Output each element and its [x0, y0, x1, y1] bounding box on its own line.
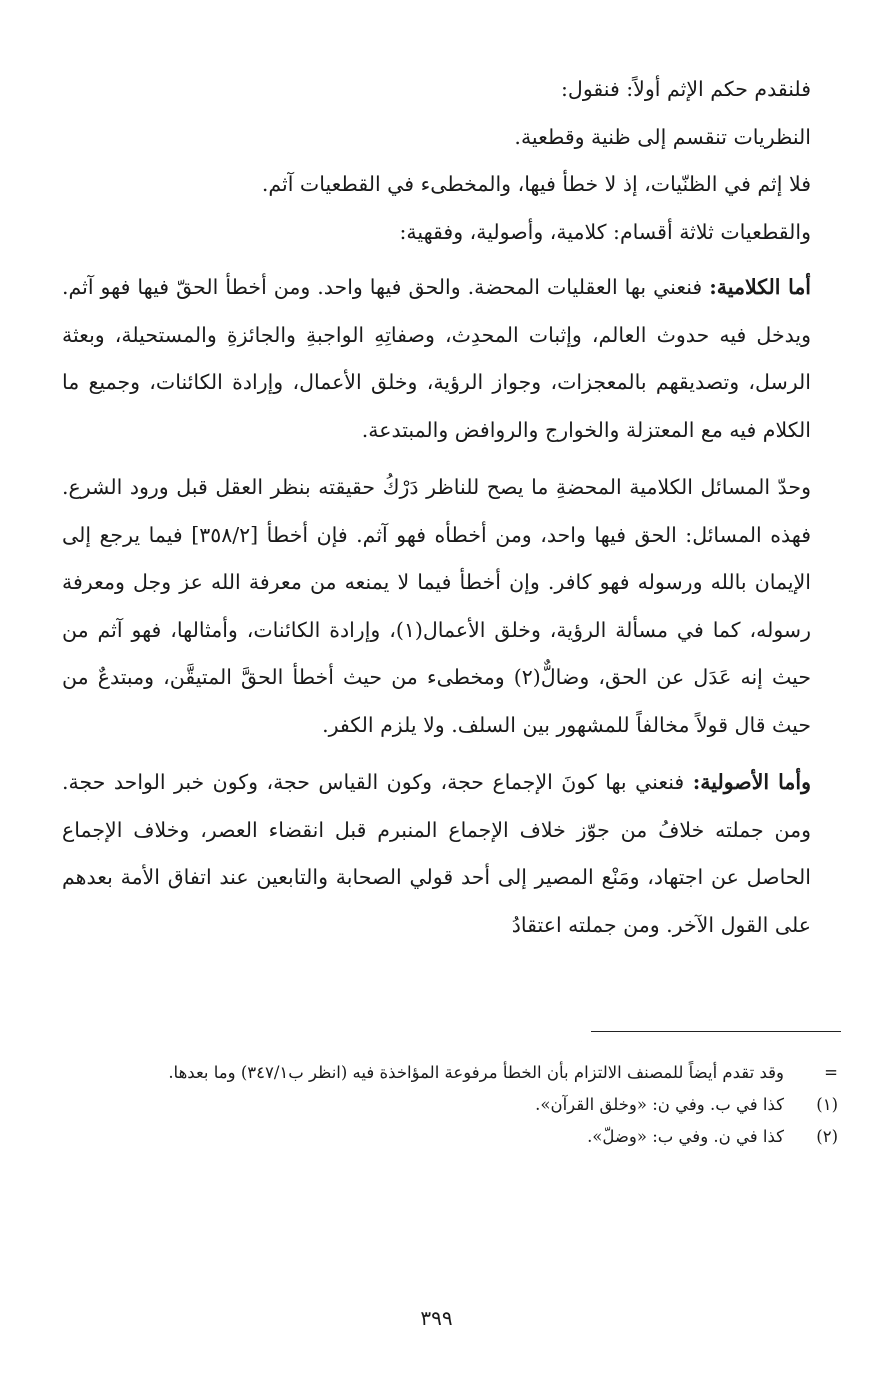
definition-text: وحدّ المسائل الكلامية المحضةِ ما يصح للناظر دَرْكُ حقيقته بنظر العقل قبل ورود الشرع. فهذه المسائل: الحق فيها واحد، ومن أخطأه فهو آثم. فإن أخطأ [٣٥٨/٢] فيما يرجع إلى الإيمان بالله ورسوله فهو كافر. وإن أخطأ فيما لا يمنعه من معرفة الله عز وجل ومعرفة رسوله، كما في مسألة الرؤية، وخلق الأعمال(١)، وإرادة الكائنات، وأمثالها، فهو آثم من حيث إنه عَدَل عن الحق، وضالٌّ(٢) ومخطىء من حيث أخطأ الحقَّ المتيقَّن، ومبتدعٌ من حيث قال قولاً مخالفاً للمشهور بين السلف. ولا يلزم الكفر.	[62, 475, 811, 737]
footnote-text: كذا في ب. وفي ن: «وخلق القرآن».	[535, 1095, 784, 1114]
footnote-separator	[591, 1031, 841, 1032]
kalamiyya-heading: أما الكلامية:	[709, 275, 811, 299]
intro-line-2: النظريات تنقسم إلى ظنية وقطعية.	[514, 124, 811, 149]
usuliyya-paragraph	[62, 759, 811, 949]
page-number: ٣٩٩	[420, 1306, 453, 1330]
kalamiyya-text: فنعني بها العقليات المحضة. والحق فيها واحد. ومن أخطأ الحقّ فيها فهو آثم. ويدخل فيه حدوث العالم، وإثبات المحدِث، وصفاتِهِ الواجبةِ والجائزةِ والمستحيلة، وبعثة الرسل، وتصديقهم بالمعجزات، وجواز الرؤية، وخلق الأعمال، وإرادة الكائنات، وجميع ما الكلام فيه مع المعتزلة والخوارج والروافض والمبتدعة.	[62, 275, 811, 442]
intro-line-1: فلنقدم حكم الإثم أولاً: فنقول:	[561, 77, 811, 101]
usuliyya-heading: وأما الأصولية:	[692, 770, 811, 794]
main-text	[62, 66, 811, 959]
definition-paragraph	[62, 464, 811, 749]
footnote-continued	[40, 1057, 838, 1089]
footnotes	[40, 1057, 838, 1153]
footnote-1	[40, 1089, 838, 1121]
footnote-mark: (١)	[816, 1095, 838, 1114]
footnote-mark: =	[824, 1063, 838, 1082]
intro-line-4: والقطعيات ثلاثة أقسام: كلامية، وأصولية، وفقهية:	[399, 219, 811, 244]
footnote-mark: (٢)	[816, 1127, 838, 1146]
intro-line-3: فلا إثم في الظنّيات، إذ لا خطأ فيها، والمخطىء في القطعيات آثم.	[261, 172, 811, 196]
kalamiyya-paragraph	[62, 264, 811, 454]
footnote-2	[40, 1121, 838, 1153]
footnote-text: وقد تقدم أيضاً للمصنف الالتزام بأن الخطأ مرفوعة المؤاخذة فيه (انظر ب٣٤٧/١) وما بعدها.	[168, 1063, 784, 1082]
usuliyya-text: فنعني بها كونَ الإجماع حجة، وكون القياس حجة، وكون خبر الواحد حجة. ومن جملته خلافُ من جوّز خلاف الإجماع المنبرم قبل انقضاء العصر، وخلاف الإجماع الحاصل عن اجتهاد، ومَنْع المصير إلى أحد قولي الصحابة والتابعين عند اتفاق الأمة بعدهم على القول الآخر. ومن جملته اعتقادُ	[62, 770, 811, 937]
footnote-text: كذا في ن. وفي ب: «وضلّ».	[587, 1127, 784, 1146]
